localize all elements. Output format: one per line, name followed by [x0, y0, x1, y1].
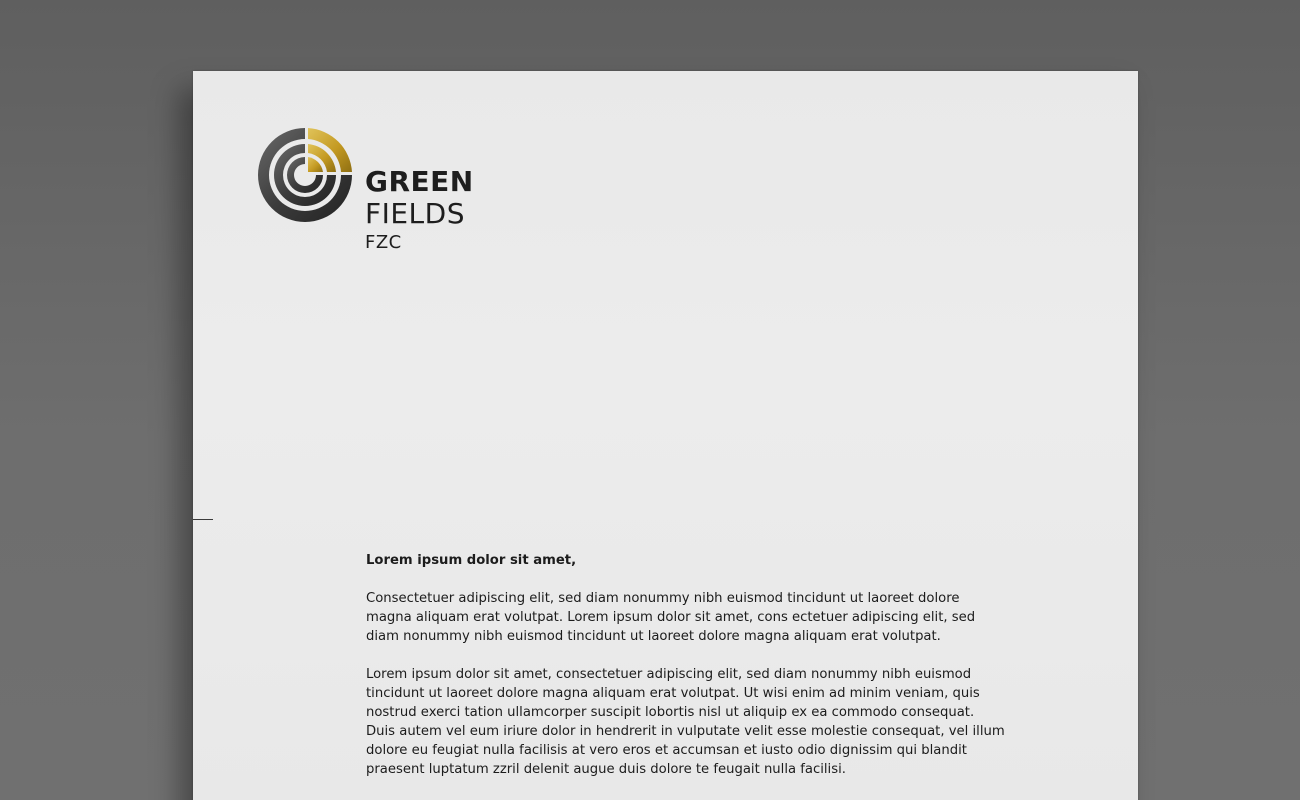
- brand-name-line2: FIELDS: [365, 197, 465, 230]
- logo-graphic: [255, 125, 355, 225]
- letterhead-paper: [193, 71, 1138, 800]
- brand-wordmark: [365, 165, 474, 253]
- concentric-arcs-logo-icon: [255, 125, 355, 225]
- brand-name-line3: FZC: [365, 232, 402, 253]
- fold-mark: [193, 519, 213, 520]
- letter-body: [366, 551, 1006, 798]
- letter-paragraph-1: Consectetuer adipiscing elit, sed diam nonummy nibh euismod tincidunt ut laoreet dolore magna aliquam erat volutpat. Lorem ipsum dolor sit amet, cons ectetuer adipiscing elit, sed diam nonummy nibh euismod tincidunt ut laoreet dolore magna aliquam erat volutpat.: [366, 591, 976, 644]
- brand-name-line1: GREEN: [365, 165, 474, 198]
- letter-paragraph-2: Lorem ipsum dolor sit amet, consectetuer adipiscing elit, sed diam nonummy nibh euismod tincidunt ut laoreet dolore magna aliquam erat volutpat. Ut wisi enim ad minim veniam, quis nostrud exerci tation ullamcorper suscipit lobortis nisl ut aliquip ex ea commodo consequat. Duis autem vel eum iriure dolor in hendrerit in vulputate velit esse molestie consequat, vel illum dolore eu feugiat nulla facilisis at vero eros et accumsan et iusto odio dignissim qui blandit praesent luptatum zzril delenit augue duis dolore te feugait nulla facilisi.: [366, 667, 1005, 777]
- letter-greeting: Lorem ipsum dolor sit amet,: [366, 553, 577, 568]
